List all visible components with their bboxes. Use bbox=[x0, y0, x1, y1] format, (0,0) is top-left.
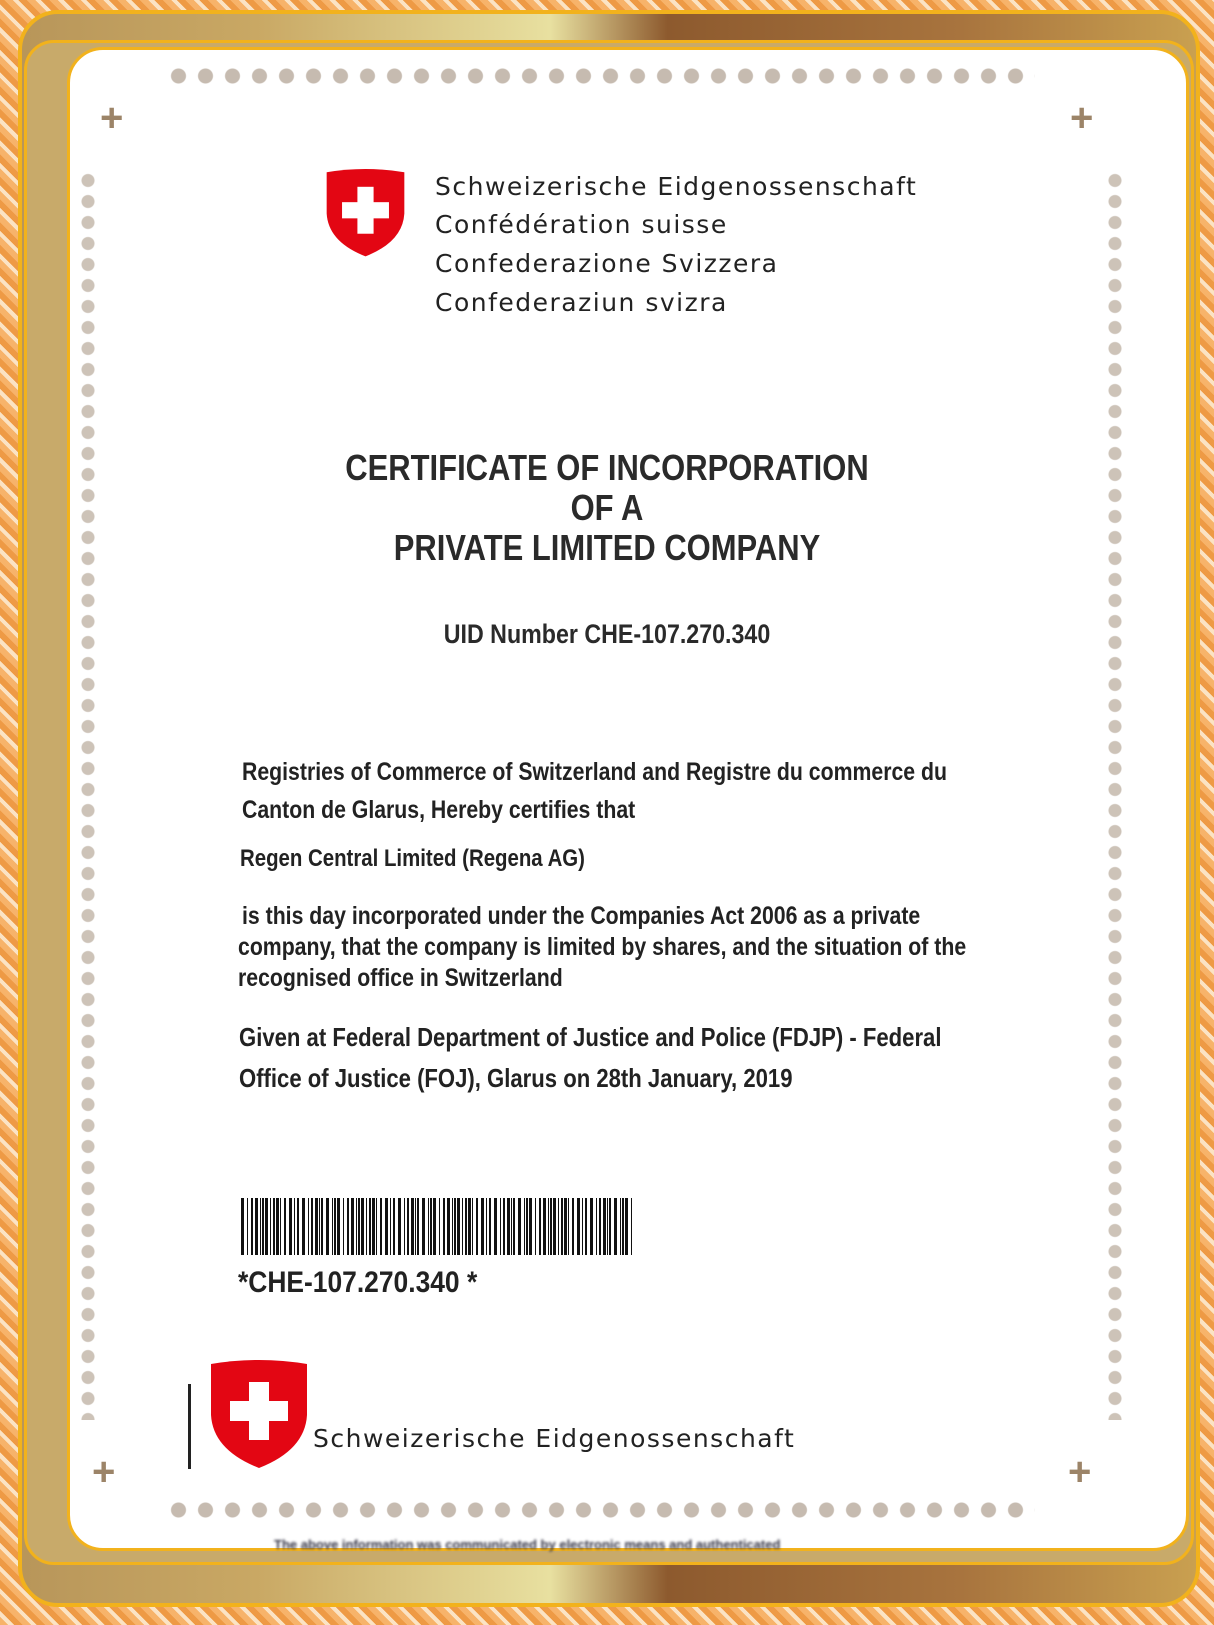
barcode-bar bbox=[462, 1198, 463, 1255]
barcode-bar bbox=[558, 1198, 559, 1255]
barcode-bar bbox=[507, 1198, 510, 1255]
registry-text: Canton de Glarus, Hereby certifies that bbox=[242, 796, 636, 824]
barcode-bar bbox=[625, 1198, 628, 1255]
barcode-bar bbox=[465, 1198, 467, 1255]
barcode-bar bbox=[407, 1198, 409, 1255]
barcode-bar bbox=[270, 1198, 271, 1255]
barcode-bar bbox=[561, 1198, 563, 1255]
barcode-bar bbox=[265, 1198, 268, 1255]
incorporation-text: recognised office in Switzerland bbox=[238, 964, 563, 992]
barcode-bar bbox=[361, 1198, 364, 1255]
barcode-bar bbox=[356, 1198, 357, 1255]
barcode-bar bbox=[273, 1198, 275, 1255]
barcode-bar bbox=[553, 1198, 556, 1255]
corner-ornament-icon: + bbox=[1070, 96, 1094, 140]
barcode-bar bbox=[568, 1198, 569, 1255]
barcode-bar bbox=[607, 1198, 608, 1255]
barcode-bar bbox=[398, 1198, 401, 1255]
corner-ornament-icon: + bbox=[100, 96, 124, 140]
barcode-bar bbox=[603, 1198, 606, 1255]
decorative-dots-right bbox=[1105, 170, 1125, 1420]
company-name: Regen Central Limited (Regena AG) bbox=[240, 845, 585, 872]
barcode-bar bbox=[417, 1198, 419, 1255]
barcode-bar bbox=[452, 1198, 453, 1255]
corner-ornament-icon: + bbox=[92, 1450, 116, 1494]
barcode bbox=[241, 1198, 636, 1255]
barcode-bar bbox=[428, 1198, 429, 1255]
incorporation-text: is this day incorporated under the Companies Act 2006 as a private bbox=[242, 902, 921, 930]
divider-line bbox=[188, 1384, 191, 1469]
barcode-bar bbox=[609, 1198, 611, 1255]
barcode-bar bbox=[550, 1198, 552, 1255]
barcode-bar bbox=[294, 1198, 295, 1255]
barcode-bar bbox=[372, 1198, 375, 1255]
barcode-bar bbox=[289, 1198, 292, 1255]
barcode-bar bbox=[255, 1198, 258, 1255]
barcode-bar bbox=[486, 1198, 487, 1255]
barcode-bar bbox=[518, 1198, 521, 1255]
authentication-note: The above information was communicated by electronic means and authenticated bbox=[274, 1537, 781, 1552]
federation-name-fr: Confédération suisse bbox=[435, 210, 728, 239]
barcode-bar bbox=[577, 1198, 580, 1255]
barcode-bar bbox=[494, 1198, 497, 1255]
barcode-bar bbox=[572, 1198, 574, 1255]
barcode-bar bbox=[526, 1198, 528, 1255]
barcode-bar bbox=[439, 1198, 440, 1255]
barcode-bar bbox=[548, 1198, 549, 1255]
barcode-bar bbox=[454, 1198, 456, 1255]
decorative-dots-top bbox=[165, 66, 1035, 86]
barcode-bar bbox=[311, 1198, 313, 1255]
barcode-bar bbox=[529, 1198, 532, 1255]
uid-number: UID Number CHE-107.270.340 bbox=[443, 619, 771, 649]
barcode-bar bbox=[280, 1198, 281, 1255]
barcode-bar bbox=[620, 1198, 621, 1255]
federation-name-it: Confederazione Svizzera bbox=[435, 249, 779, 278]
barcode-bar bbox=[351, 1198, 354, 1255]
swiss-coat-of-arms-icon bbox=[325, 169, 406, 258]
barcode-bar bbox=[337, 1198, 340, 1255]
barcode-bar bbox=[358, 1198, 360, 1255]
barcode-bar bbox=[369, 1198, 371, 1255]
barcode-bar bbox=[513, 1198, 515, 1255]
barcode-bar bbox=[524, 1198, 525, 1255]
barcode-bar bbox=[247, 1198, 248, 1255]
federation-name-rm: Confederaziun svizra bbox=[435, 288, 728, 317]
barcode-bar bbox=[631, 1198, 632, 1255]
registry-text: Registries of Commerce of Switzerland and Registre du commerce du bbox=[242, 758, 947, 786]
barcode-bar bbox=[332, 1198, 333, 1255]
barcode-bar bbox=[489, 1198, 491, 1255]
barcode-bar bbox=[585, 1198, 587, 1255]
decorative-dots-left bbox=[78, 170, 98, 1420]
barcode-bar bbox=[302, 1198, 305, 1255]
barcode-bar bbox=[241, 1198, 244, 1255]
barcode-bar bbox=[543, 1198, 546, 1255]
barcode-bar bbox=[511, 1198, 512, 1255]
incorporation-text: company, that the company is limited by shares, and the situation of the bbox=[238, 933, 967, 961]
barcode-bar bbox=[564, 1198, 567, 1255]
certificate-title: CERTIFICATE OF INCORPORATION bbox=[345, 447, 869, 488]
barcode-bar bbox=[476, 1198, 478, 1255]
corner-ornament-icon: + bbox=[1068, 1450, 1092, 1494]
barcode-bar bbox=[385, 1198, 388, 1255]
barcode-bar bbox=[284, 1198, 286, 1255]
barcode-bar bbox=[366, 1198, 367, 1255]
barcode-bar bbox=[393, 1198, 395, 1255]
barcode-bar bbox=[315, 1198, 318, 1255]
barcode-bar bbox=[390, 1198, 391, 1255]
footer-federation-name: Schweizerische Eidgenossenschaft bbox=[313, 1424, 796, 1453]
barcode-bar bbox=[404, 1198, 405, 1255]
barcode-bar bbox=[535, 1198, 536, 1255]
barcode-bar bbox=[308, 1198, 309, 1255]
barcode-bar bbox=[590, 1198, 593, 1255]
barcode-bar bbox=[622, 1198, 624, 1255]
swiss-coat-of-arms-icon bbox=[209, 1360, 309, 1470]
barcode-bar bbox=[481, 1198, 484, 1255]
barcode-bar bbox=[326, 1198, 329, 1255]
barcode-bar bbox=[500, 1198, 501, 1255]
barcode-text: *CHE-107.270.340 * bbox=[238, 1266, 478, 1299]
barcode-bar bbox=[415, 1198, 416, 1255]
barcode-bar bbox=[334, 1198, 336, 1255]
barcode-bar bbox=[251, 1198, 253, 1255]
decorative-dots-bottom bbox=[165, 1500, 1035, 1520]
barcode-bar bbox=[503, 1198, 505, 1255]
barcode-bar bbox=[447, 1198, 450, 1255]
barcode-bar bbox=[297, 1198, 299, 1255]
barcode-bar bbox=[260, 1198, 261, 1255]
barcode-bar bbox=[457, 1198, 460, 1255]
barcode-bar bbox=[468, 1198, 471, 1255]
given-at-text: Given at Federal Department of Justice and Police (FDJP) - Federal bbox=[239, 1022, 942, 1052]
barcode-bar bbox=[347, 1198, 349, 1255]
barcode-bar bbox=[262, 1198, 264, 1255]
given-at-text: Office of Justice (FOJ), Glarus on 28th January, 2019 bbox=[239, 1063, 793, 1093]
barcode-bar bbox=[599, 1198, 601, 1255]
barcode-bar bbox=[343, 1198, 344, 1255]
barcode-bar bbox=[321, 1198, 323, 1255]
barcode-bar bbox=[430, 1198, 432, 1255]
barcode-bar bbox=[582, 1198, 583, 1255]
barcode-bar bbox=[614, 1198, 617, 1255]
barcode-bar bbox=[380, 1198, 382, 1255]
barcode-bar bbox=[376, 1198, 377, 1255]
federation-name-de: Schweizerische Eidgenossenschaft bbox=[435, 172, 918, 201]
barcode-bar bbox=[539, 1198, 541, 1255]
barcode-bar bbox=[443, 1198, 445, 1255]
barcode-bar bbox=[472, 1198, 473, 1255]
barcode-bar bbox=[433, 1198, 436, 1255]
certificate-title: OF A bbox=[570, 487, 644, 528]
barcode-bar bbox=[411, 1198, 414, 1255]
barcode-bar bbox=[596, 1198, 597, 1255]
barcode-bar bbox=[422, 1198, 425, 1255]
barcode-bar bbox=[319, 1198, 320, 1255]
certificate-title: PRIVATE LIMITED COMPANY bbox=[393, 527, 821, 568]
barcode-bar bbox=[276, 1198, 279, 1255]
